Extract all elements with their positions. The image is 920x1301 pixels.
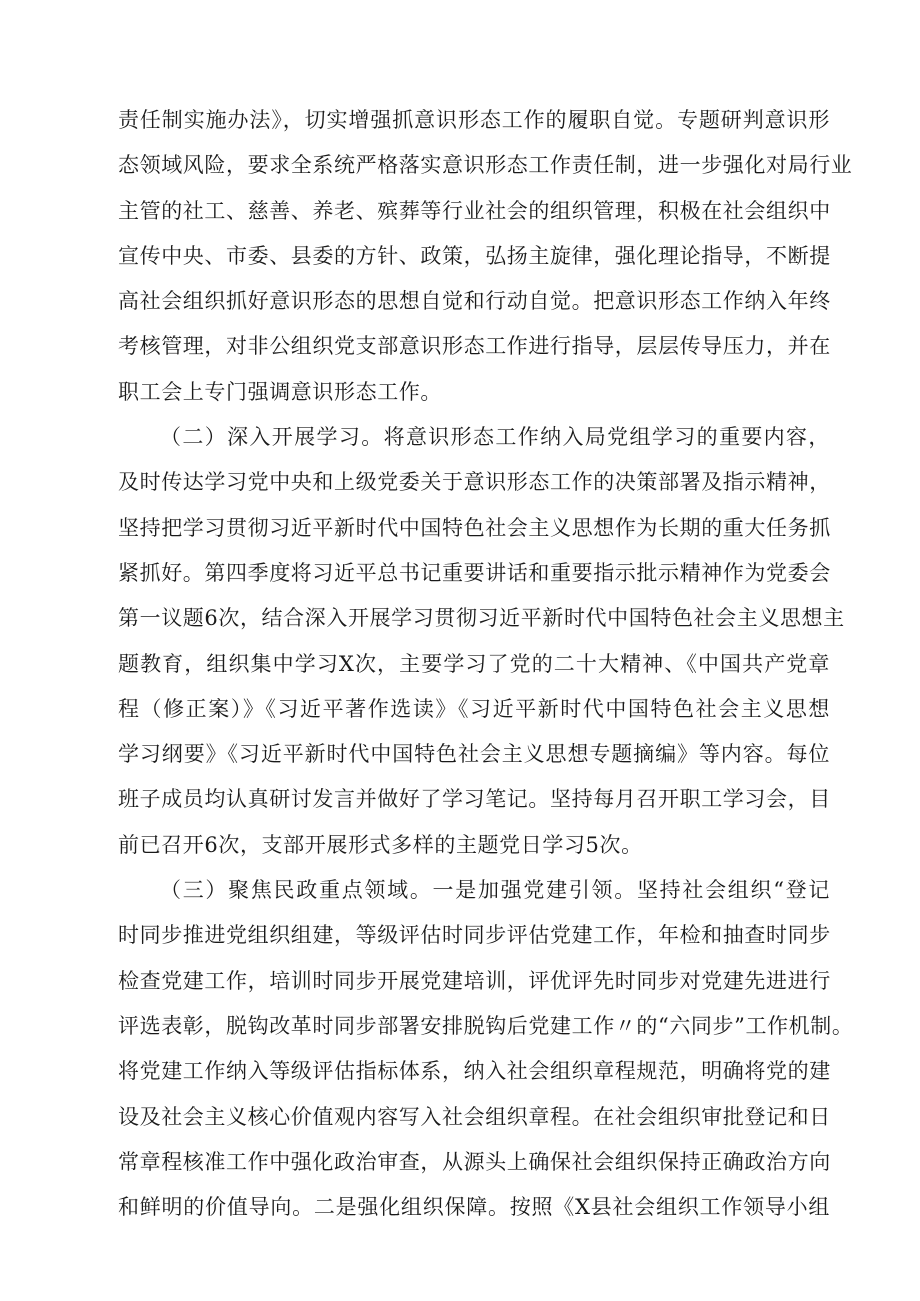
text-line: 考核管理，对非公组织党支部意识形态工作进行指导，层层传导压力，并在 bbox=[118, 334, 831, 359]
text-line: 前已召开6次，支部开展形式多样的主题党日学习5次。 bbox=[118, 832, 643, 857]
text-line: 第一议题6次，结合深入开展学习贯彻习近平新时代中国特色社会主义思想主 bbox=[118, 606, 845, 631]
text-line: 主管的社工、慈善、养老、殡葬等行业社会的组织管理，积极在社会组织中 bbox=[118, 198, 831, 223]
text-line: 学习纲要》《习近平新时代中国特色社会主义思想专题摘编》等内容。每位 bbox=[118, 742, 830, 767]
text-line: 态领域风险，要求全系统严格落实意识形态工作责任制，进一步强化对局行业 bbox=[118, 153, 853, 178]
text-line: 设及社会主义核心价值观内容写入社会组织章程。在社会组织审批登记和日 bbox=[118, 1104, 831, 1129]
text-line: 坚持把学习贯彻习近平新时代中国特色社会主义思想作为长期的重大任务抓 bbox=[118, 515, 831, 540]
text-line: 常章程核准工作中强化政治审查，从源头上确保社会组织保持正确政治方向 bbox=[118, 1149, 831, 1174]
text-line: 和鲜明的价值导向。二是强化组织保障。按照《X县社会组织工作领导小组 bbox=[118, 1195, 830, 1220]
text-line: 检查党建工作，培训时同步开展党建培训，评优评先时同步对党建先进进行 bbox=[118, 968, 831, 993]
document-body bbox=[118, 98, 854, 1230]
text-line: 紧抓好。第四季度将习近平总书记重要讲话和重要指示批示精神作为党委会 bbox=[118, 560, 831, 585]
text-line: （二）深入开展学习。将意识形态工作纳入局党组学习的重要内容， bbox=[160, 425, 830, 450]
paragraph-p1 bbox=[118, 98, 853, 415]
text-line: 班子成员均认真研讨发言并做好了学习笔记。坚持每月召开职工学习会，目 bbox=[118, 787, 831, 812]
text-line: 及时传达学习党中央和上级党委关于意识形态工作的决策部署及指示精神， bbox=[118, 470, 831, 495]
text-line: 时同步推进党组织组建，等级评估时同步评估党建工作，年检和抽查时同步 bbox=[118, 923, 831, 948]
text-line: 将党建工作纳入等级评估指标体系，纳入社会组织章程规范，明确将党的建 bbox=[118, 1059, 831, 1084]
text-line: 宣传中央、市委、县委的方针、政策，弘扬主旋律，强化理论指导，不断提 bbox=[118, 243, 831, 268]
text-line: （三）聚焦民政重点领域。一是加强党建引领。坚持社会组织“登记 bbox=[160, 878, 830, 903]
text-line: 程（修正案）》《习近平著作选读》《习近平新时代中国特色社会主义思想 bbox=[118, 696, 830, 721]
paragraph-p2 bbox=[118, 415, 845, 868]
text-line: 责任制实施办法》，切实增强抓意识形态工作的履职自觉。专题研判意识形 bbox=[118, 108, 830, 132]
text-line: 高社会组织抓好意识形态的思想自觉和行动自觉。把意识形态工作纳入年终 bbox=[118, 289, 831, 314]
text-line: 题教育，组织集中学习X次，主要学习了党的二十大精神、《中国共产党章 bbox=[118, 651, 830, 676]
text-line: 职工会上专门强调意识形态工作。 bbox=[118, 379, 442, 404]
text-line: 评选表彰，脱钩改革时同步部署安排脱钩后党建工作〃的“六同步”工作机制。 bbox=[118, 1013, 854, 1038]
paragraph-p3 bbox=[118, 868, 854, 1230]
